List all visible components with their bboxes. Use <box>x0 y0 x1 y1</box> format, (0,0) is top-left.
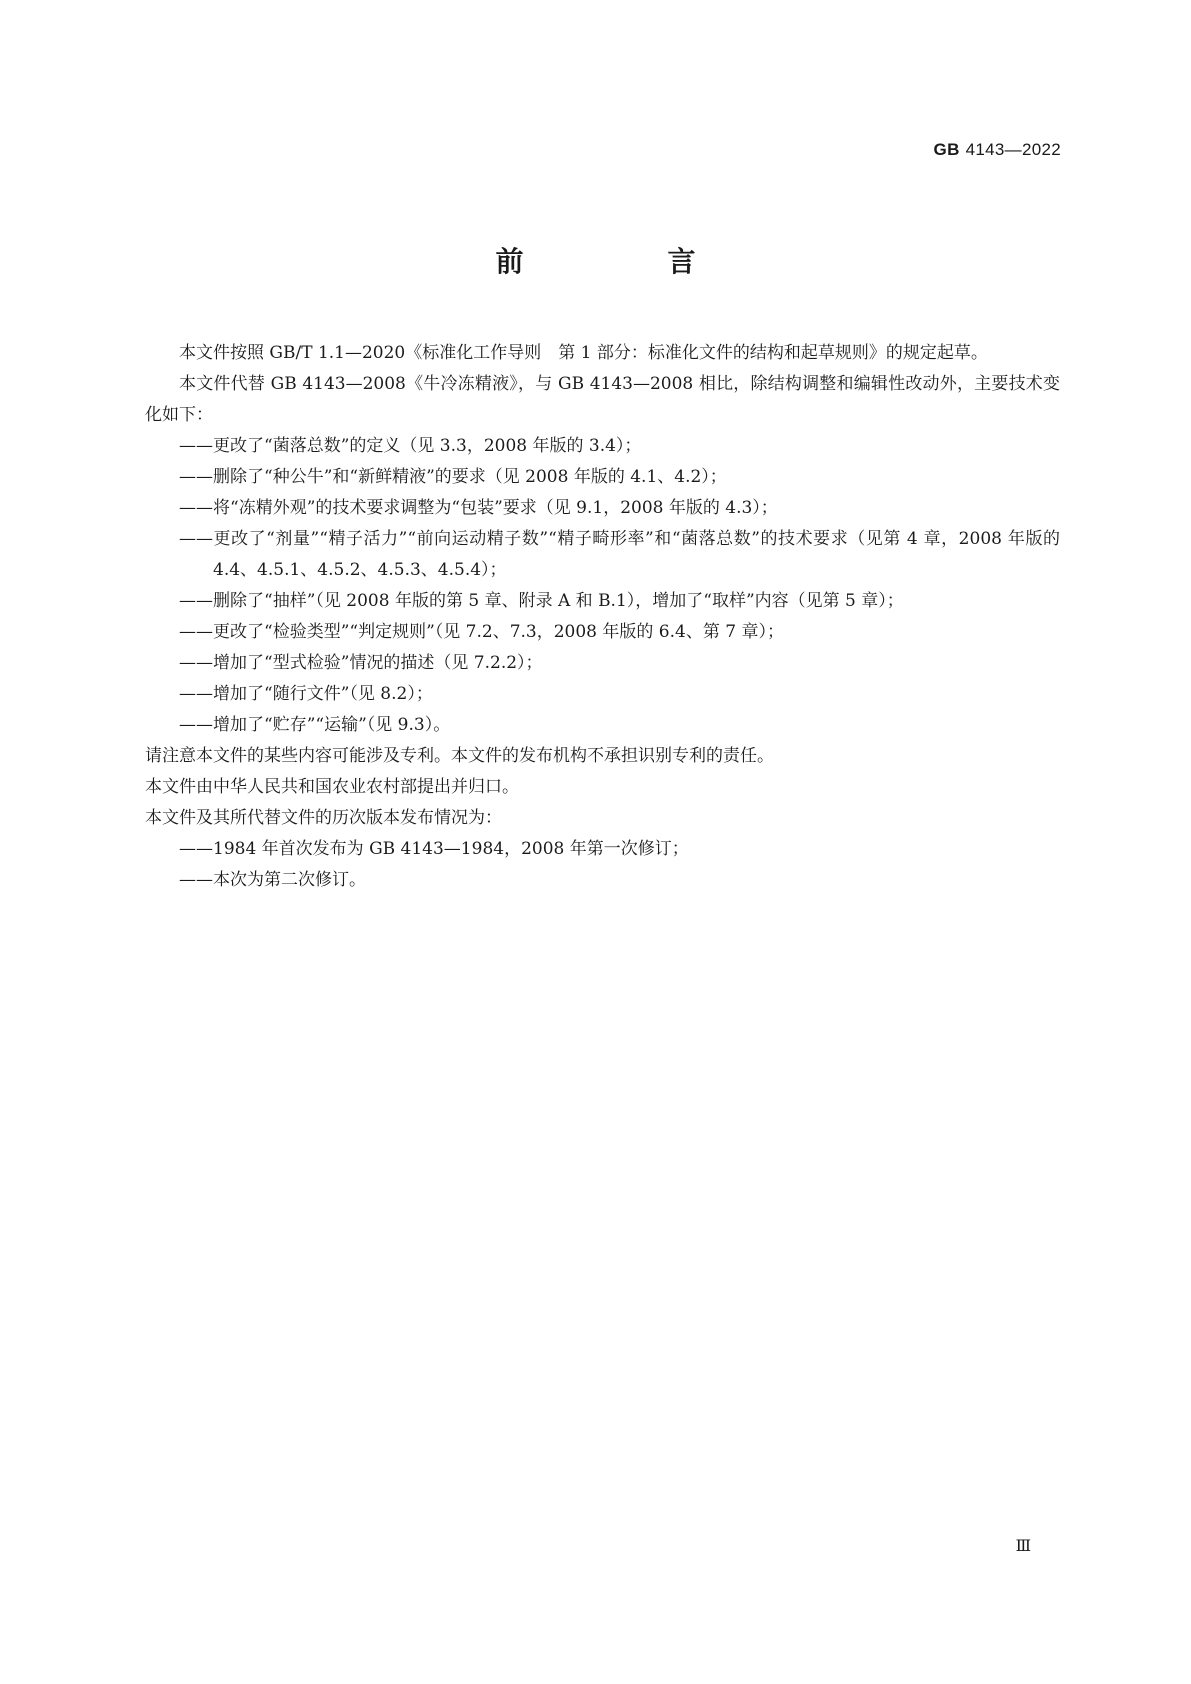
change-item: ——将“冻精外观”的技术要求调整为“包装”要求（见 9.1，2008 年版的 4.3）； <box>179 498 778 518</box>
standard-code-number: 4143—2022 <box>965 140 1061 159</box>
change-item: ——删除了“抽样”（见 2008 年版的第 5 章、附录 A 和 B.1），增加了“取样”内容（见第 5 章）； <box>179 591 904 611</box>
change-item: ——删除了“种公牛”和“新鲜精液”的要求（见 2008 年版的 4.1、4.2）； <box>179 467 727 487</box>
page-title: 前 言 <box>495 245 754 278</box>
standard-code <box>934 140 1061 160</box>
proposer-note: 本文件由中华人民共和国农业农村部提出并归口。 <box>145 777 519 797</box>
paragraph-replacement: 本文件代替 GB 4143—2008《牛冷冻精液》，与 GB 4143—2008 相比，除结构调整和编辑性改动外，主要技术变化如下： <box>145 374 1060 425</box>
paragraph-drafting-rule: 本文件按照 GB/T 1.1—2020《标准化工作导则 第 1 部分：标准化文件的结构和起草规则》的规定起草。 <box>179 343 988 363</box>
history-item: ——1984 年首次发布为 GB 4143—1984，2008 年第一次修订； <box>179 839 689 859</box>
change-item: ——更改了“菌落总数”的定义（见 3.3，2008 年版的 3.4）； <box>179 436 642 456</box>
history-intro: 本文件及其所代替文件的历次版本发布情况为： <box>145 808 502 828</box>
patent-note: 请注意本文件的某些内容可能涉及专利。本文件的发布机构不承担识别专利的责任。 <box>145 746 774 766</box>
change-item: ——更改了“剂量”“精子活力”“前向运动精子数”“精子畸形率”和“菌落总数”的技术要求（见第 4 章，2008 年版的 4.4、4.5.1、4.5.2、4.5.3、4.5.4）； <box>179 529 1060 580</box>
change-item: ——增加了“贮存”“运输”（见 9.3）。 <box>179 715 451 735</box>
foreword-body <box>145 338 1060 896</box>
change-item: ——增加了“随行文件”（见 8.2）； <box>179 684 433 704</box>
change-item: ——更改了“检验类型”“判定规则”（见 7.2、7.3，2008 年版的 6.4、第 7 章）； <box>179 622 784 642</box>
standard-code-prefix: GB <box>933 140 960 159</box>
page-number: Ⅲ <box>1015 1536 1031 1555</box>
history-item: ——本次为第二次修订。 <box>179 870 366 890</box>
change-item: ——增加了“型式检验”情况的描述（见 7.2.2）； <box>179 653 543 673</box>
